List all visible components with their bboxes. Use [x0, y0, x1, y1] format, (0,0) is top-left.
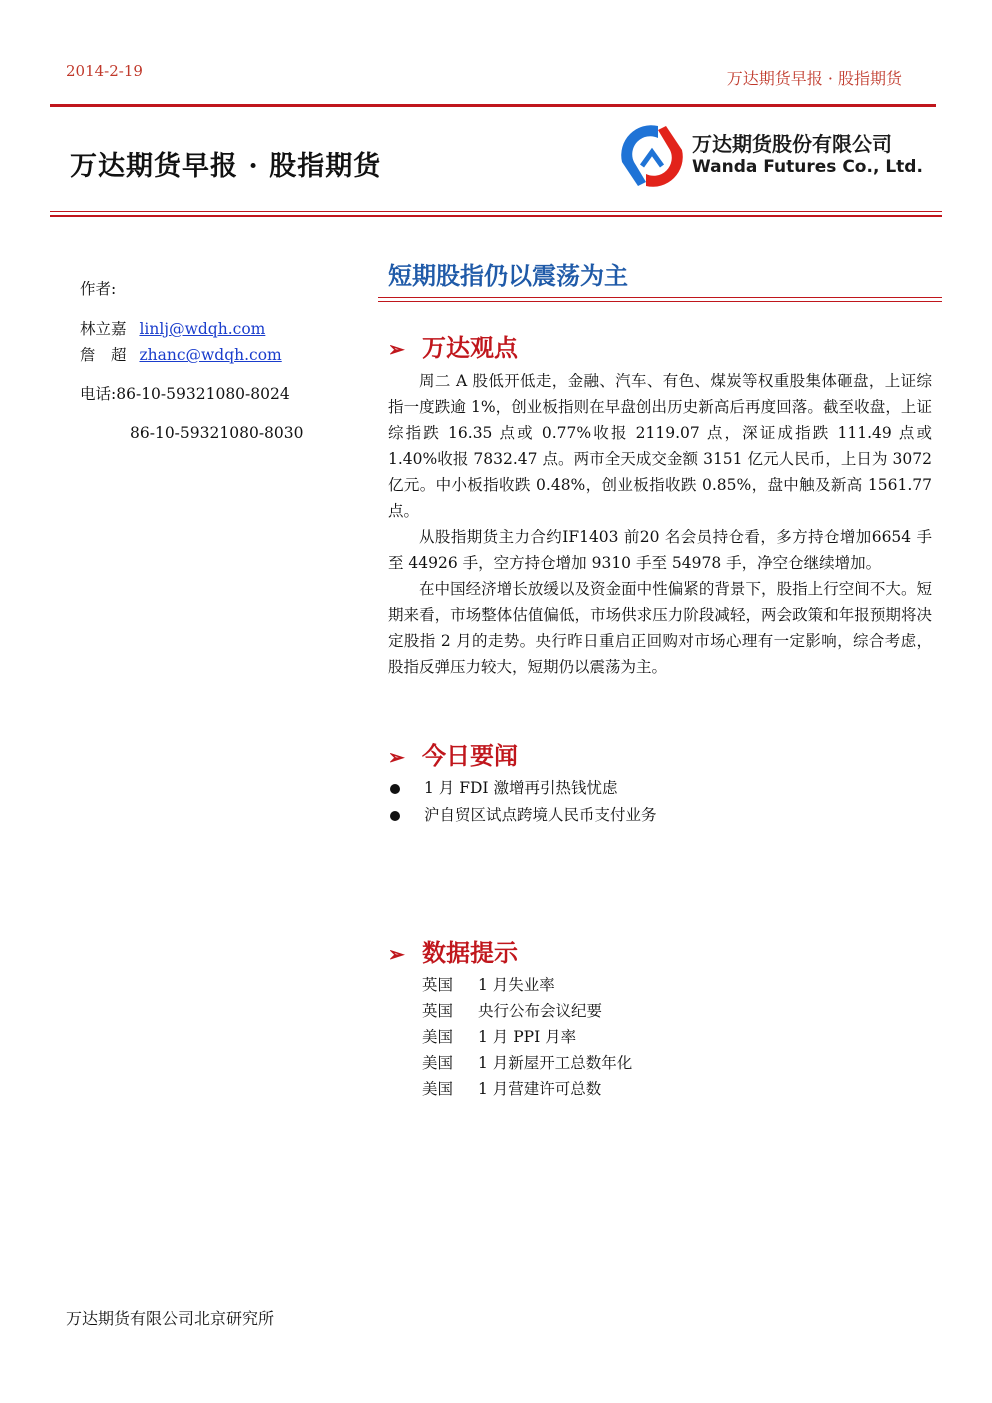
news-item-text: 沪自贸区试点跨境人民币支付业务 — [424, 806, 657, 824]
report-title: 万达期货早报 · 股指期货 — [70, 151, 382, 182]
phone-row — [80, 387, 290, 403]
author-name: 詹 超 — [80, 346, 127, 364]
section-title: 数据提示 — [422, 938, 518, 967]
author-row — [80, 322, 265, 338]
list-item — [422, 1024, 632, 1050]
data-country: 美国 — [422, 1080, 454, 1098]
data-event: 1 月失业率 — [478, 976, 555, 994]
logo-company-name-cn: 万达期货股份有限公司 — [692, 132, 892, 156]
list-item — [422, 998, 632, 1024]
data-country: 美国 — [422, 1054, 454, 1072]
author-name: 林立嘉 — [80, 320, 127, 338]
list-item — [422, 1050, 632, 1076]
paragraph: 在中国经济增长放缓以及资金面中性偏紧的背景下，股指上行空间不大。短期来看，市场整体估值偏低，市场供求压力阶段减轻，两会政策和年报预期将决定股指 2 月的走势。央行昨日重启正回购对市场心理有一定影响，综合考虑，股指反弹压力较大，短期仍以震荡为主。 — [388, 580, 932, 676]
section-heading-news — [388, 736, 518, 771]
phone-number: 86-10-59321080-8030 — [130, 424, 304, 442]
data-country: 英国 — [422, 976, 454, 994]
article-headline: 短期股指仍以震荡为主 — [388, 261, 628, 290]
data-event: 1 月营建许可总数 — [478, 1080, 602, 1098]
news-item-text: 1 月 FDI 激增再引热钱忧虑 — [424, 779, 618, 797]
report-date: 2014-2-19 — [66, 62, 143, 80]
headline-divider — [378, 301, 942, 302]
section-title: 今日要闻 — [422, 741, 518, 770]
section-title: 万达观点 — [422, 333, 518, 362]
list-item — [422, 1076, 632, 1102]
list-item — [422, 972, 632, 998]
bullet-icon — [390, 784, 400, 794]
running-header: 万达期货早报 · 股指期货 — [726, 69, 902, 88]
header-divider — [50, 104, 936, 107]
footer-institution: 万达期货有限公司北京研究所 — [66, 1309, 275, 1328]
section-heading-view — [388, 328, 518, 363]
data-event: 央行公布会议纪要 — [478, 1002, 603, 1020]
data-country: 英国 — [422, 1002, 454, 1020]
data-event: 1 月新屋开工总数年化 — [478, 1054, 633, 1072]
headline-divider — [378, 297, 942, 298]
chevron-right-icon: ➢ — [388, 942, 405, 966]
author-label: 作者: — [80, 280, 117, 298]
author-row — [80, 348, 282, 364]
title-divider-thick — [50, 215, 942, 217]
list-item — [388, 775, 932, 802]
chevron-right-icon: ➢ — [388, 745, 405, 769]
logo-mark-icon — [621, 125, 683, 187]
data-country: 美国 — [422, 1028, 454, 1046]
data-event: 1 月 PPI 月率 — [478, 1028, 577, 1046]
section-heading-data — [388, 933, 518, 968]
list-item — [388, 802, 932, 829]
data-release-list — [422, 972, 632, 1102]
bullet-icon — [390, 811, 400, 821]
paragraph: 周二 A 股低开低走，金融、汽车、有色、煤炭等权重股集体砸盘，上证综指一度跌逾 1%，创业板指则在早盘创出历史新高后再度回落。截至收盘，上证综指跌 16.35 点或 0.77%收报 2119.07 点，深证成指跌 111.49 点或 1.40%收报 7832.47 点。两市全天成交金额 3151 亿元人民币，上日为 3072 亿元。中小板指收跌 0.48%，创业板指收跌 0.85%，盘中触及新高 1561.77 点。 — [388, 372, 932, 520]
logo-company-name-en: Wanda Futures Co., Ltd. — [692, 157, 923, 177]
title-divider-thin — [50, 211, 942, 212]
news-list — [388, 775, 932, 829]
paragraph: 从股指期货主力合约IF1403 前20 名会员持仓看，多方持仓增加6654 手至 44926 手，空方持仓增加 9310 手至 54978 手，净空仓继续增加。 — [388, 528, 932, 572]
chevron-right-icon: ➢ — [388, 337, 405, 361]
author-email-link[interactable]: linlj@wdqh.com — [139, 320, 266, 338]
phone-label: 电话: — [80, 385, 117, 403]
author-email-link[interactable]: zhanc@wdqh.com — [139, 346, 282, 364]
phone-number: 86-10-59321080-8024 — [116, 385, 290, 403]
